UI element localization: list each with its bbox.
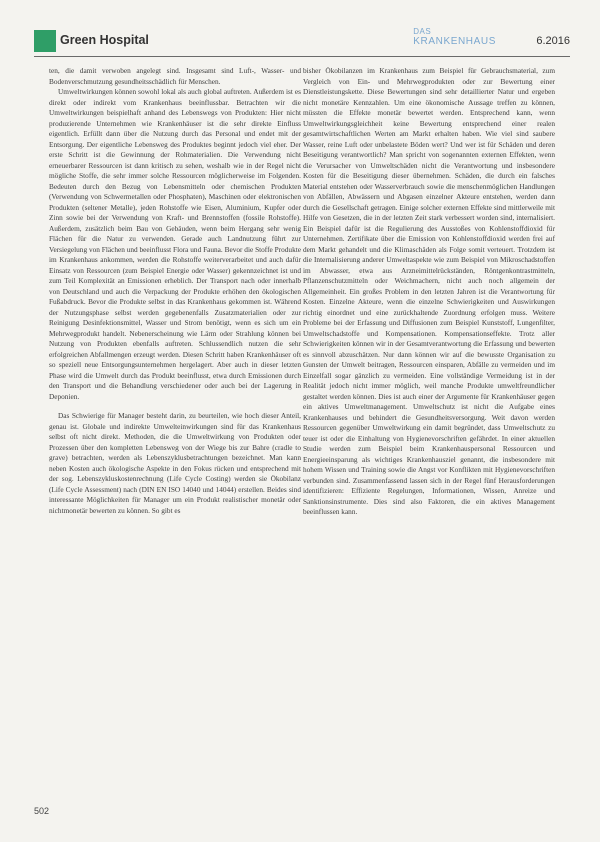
paragraph: ten, die damit verwoben angelegt sind. Insgesamt sind Luft-, Wasser- und Bodenverschmutzung gesundheitsschädlich für Menschen. bbox=[49, 66, 301, 86]
issue-number: 6.2016 bbox=[536, 35, 570, 47]
section-title: Green Hospital bbox=[60, 33, 149, 47]
magazine-logo bbox=[413, 28, 496, 47]
page-number: 502 bbox=[34, 806, 50, 816]
magazine-logo-top: DAS bbox=[413, 27, 432, 36]
paragraph: Umweltwirkungen können sowohl lokal als auch global auftreten. Außerdem ist es direkt oder indirekt vom Krankenhaus beeinflussbar. Betrachten wir die Umweltwirkungen beispielhaft anhand des Lebenswegs von Produkten: Hier nicht produzierende Unternehmen wie Krankenhäuser ist die sehr direkte Einfluss eigentlich. Erfüllt dann über die Nutzung durch das Personal und endet mit der Entsorgung. Der eigentliche Lebensweg des Produktes beginnt jedoch viel eher. Der erste Schritt ist die Gewinnung der Rohmaterialien. Die Verwendung nicht erneuerbarer Ressourcen ist dann kritisch zu sehen, weshalb wie in der Regel nicht mögliche Stoffe, die sehr immer solche Ressourcen möglicherweise im Folgenden. Bedeuten durch den Bezug von Lebensmitteln oder chemischen Produkten (Verwendung von Schwermetallen oder Phosphaten), Maschinen oder elektronischen Produkten (seltener Metalle), jeden Rohstoffe wie Eisen, Aluminium, Kupfer oder Zinn sowie bei der Verwendung von Kraft- und Brennstoffen (fossile Rohstoffe). Außerdem, zusätzlich beim Bau von Gebäuden, wenn beim Hergang sehr wenig Flächen für die Natur zu verwenden. Gerade auch Landnutzung führt zur Versiegelung von Flächen und beeinflusst Flora und Fauna. Bevor die Stoffe Produkte im Krankenhaus ankommen, werden die Rohstoffe weiterverarbeitet und auch dafür Einsatz von Ressourcen (zum Beispiel Energie oder Wasser) gekennzeichnet ist und zum Teil Komplexität an Emissionen erheblich. Der Transport nach oder innerhalb von Deutschland und auch die Verpackung der Produkte erhöhen den ökologischen Fußabdruck. Bevor die Produkte selbst in das Krankenhaus gekommen ist. Während der Nutzungsphase selbst werden gegebenenfalls Zusatzmaterialien oder zur Reinigung Desinfektionsmittel, Wasser und Strom benötigt, wenn es sich um ein Mehrwegprodukt handelt. Nebenerscheinung wie Lärm oder Strahlung können bei Nutzung von Produkten ebenfalls auftreten. Schlussendlich nutzen die sehr erfolgreichen Abfallmengen erzeugt werden. Diesen Schritt haben Krankenhäuser oft so speziell neue Entsorgungsunternehmen hergelagert. Aber auch in dieser letzten Phase wird die Umwelt durch das Produkt beeinflusst, etwa durch Emissionen durch den Transport und die Behandlung verschiedener oder auch bei der Lagerung in Deponien. bbox=[49, 87, 301, 401]
text-column-left bbox=[49, 66, 301, 516]
paragraph: bisher Ökobilanzen im Krankenhaus zum Beispiel für Gebrauchsmaterial, zum Vergleich von Ein- und Mehrwegprodukten oder zur Bewertung einer Dienstleistungskette. Diese Bewertungen sind sehr detaillierter Natur und ergeben nicht monetäre Kennzahlen. Um eine ökonomische Aussage treffen zu können, müssten die Effekte monetär bewertet werden. Entsprechend kann, wenn Umweltwirkungsgleichheit keine Bewertung entsprechend einer realen gesamtwirtschaftlichen Werten am Markt erhalten haben. Wie viel sind saubere Wasser, reine Luft oder unbelastete Böden wert? Und wer ist für Schäden und deren Beseitigung verantwortlich? Man spricht von sogenannten externen Effekten, wenn die Verursacher von Umweltschäden nicht die Verantwortung und insbesondere Kosten für die Beseitigung dieser übernehmen. Schäden, die durch ein falsches Material entstehen oder Wasserverbrauch sowie die menschenmöglichen Handlungen von Abfällen, Abwässern und Abgasen einzelner Akteure entstehen, werden dann durch die Gesellschaft getragen. Einige solcher externen Effekte sind mittlerweile mit Hilfe von Gesetzen, die in der letzten Zeit stark verbessert worden sind, internalisiert. Ein Beispiel dafür ist die Regulierung des Ausstoßes von Kohlenstoffdioxid für Unternehmen. Zertifikate über die Emission von Kohlenstoffdioxid werden frei auf dem Markt gehandelt und die Klimaschäden als Folge somit verteuert. Trotzdem ist die Internalisierung anderer Umweltaspekte wie zum Beispiel von Mikroschadstoffen im Abwasser, etwa aus Arzneimittelrückständen, Röntgenkontrastmitteln, Pflanzenschutzmitteln oder Weichmachern, nicht auch noch allgemein der Allgemeinheit. Ein großes Problem in den letzten Jahren ist die Verantwortung für Kosten. Einzelne Akteure, wenn die einzelne Schwierigkeiten und Auswirkungen richtig einordnet und eine zurückhaltende Zuordnung erfolgen muss. Weitere Probleme bei der Erfassung und Diffusionen zum Beispiel Kunststoff, Lungenfilter, Umweltschadstoffe und Kompensationen. Kompensationseffekte. Trotz aller Schwierigkeiten können wir in der Gesamtverantwortung die Erfassung und bewerten es sinnvoll abzuschätzen. Nur dann können wir auf die bewusste Organisation zu Gunsten der Umwelt beitragen, Ressourcen einsparen, Abfälle zu vermeiden und im Einzelfall sogar gänzlich zu vermeiden. Eine vollständige Vermeidung ist in der Realität jedoch nicht immer möglich, weil manche Produkte umweltfreundlicher gestaltet werden können. Dies ist auch einer der Argumente für Krankenhäuser gegen ein aktives Umweltmanagement. Umweltschutz ist nicht die Aufgabe eines Krankenhauses und behindert die Gesundheitsversorgung. Weit davon werden Ressourcen gegenüber Umweltwirkung ein damit begründet, dass Umweltschutz zu teuer ist oder die Einhaltung von Hygienevorschriften gefährdet. In einer aktuellen Studie werden zum Beispiel beim Krankenhauspersonal Ressourcen und Energieeinsparung als wichtiges Krankenhausziel genannt, die insbesondere mit hohem Wissen und Training sowie die Angst vor Konflikten mit Hygienevorschriften verbunden sind. Zusammenfassend lassen sich in der Regel fünf Herausforderungen identifizieren: Effiziente Regelungen, Informationen, Wissen, Anreize und Sanktionsinstrumente. Dies sind also Faktoren, die ein aktives Management beeinflussen kann. bbox=[303, 66, 555, 516]
section-badge bbox=[34, 30, 56, 52]
magazine-logo-bottom: KRANKENHAUS bbox=[413, 36, 496, 47]
page-header bbox=[34, 28, 570, 54]
header-rule bbox=[34, 56, 570, 57]
text-column-right bbox=[303, 66, 555, 518]
paragraph: Das Schwierige für Manager besteht darin, zu beurteilen, wie hoch dieser Anteil, genau ist. Globale und indirekte Umwelteinwirkungen sind für das Krankenhaus selbst oft nicht direkt. Methoden, die die Umweltwirkung von Produkten oder Prozessen über den kompletten Lebensweg von der Wiege bis zur Bahre (cradle to grave) betrachten, werden als Lebenszyklusbetrachtungen bezeichnet. Man kann neben Kosten auch ökologische Aspekte in den Fokus rücken und entsprechend mit der sog. Lebenszykluskostenrechnung (Life Cycle Costing) werden sie Ökobilanz (Life Cycle Assessment) nach (DIN EN ISO 14040 und 14044) erstellen. Beides sind interessante Möglichkeiten für Manager um ein Produkt realistischer monetär oder nichtmonetär bewerten zu können. So gibt es bbox=[49, 411, 301, 515]
